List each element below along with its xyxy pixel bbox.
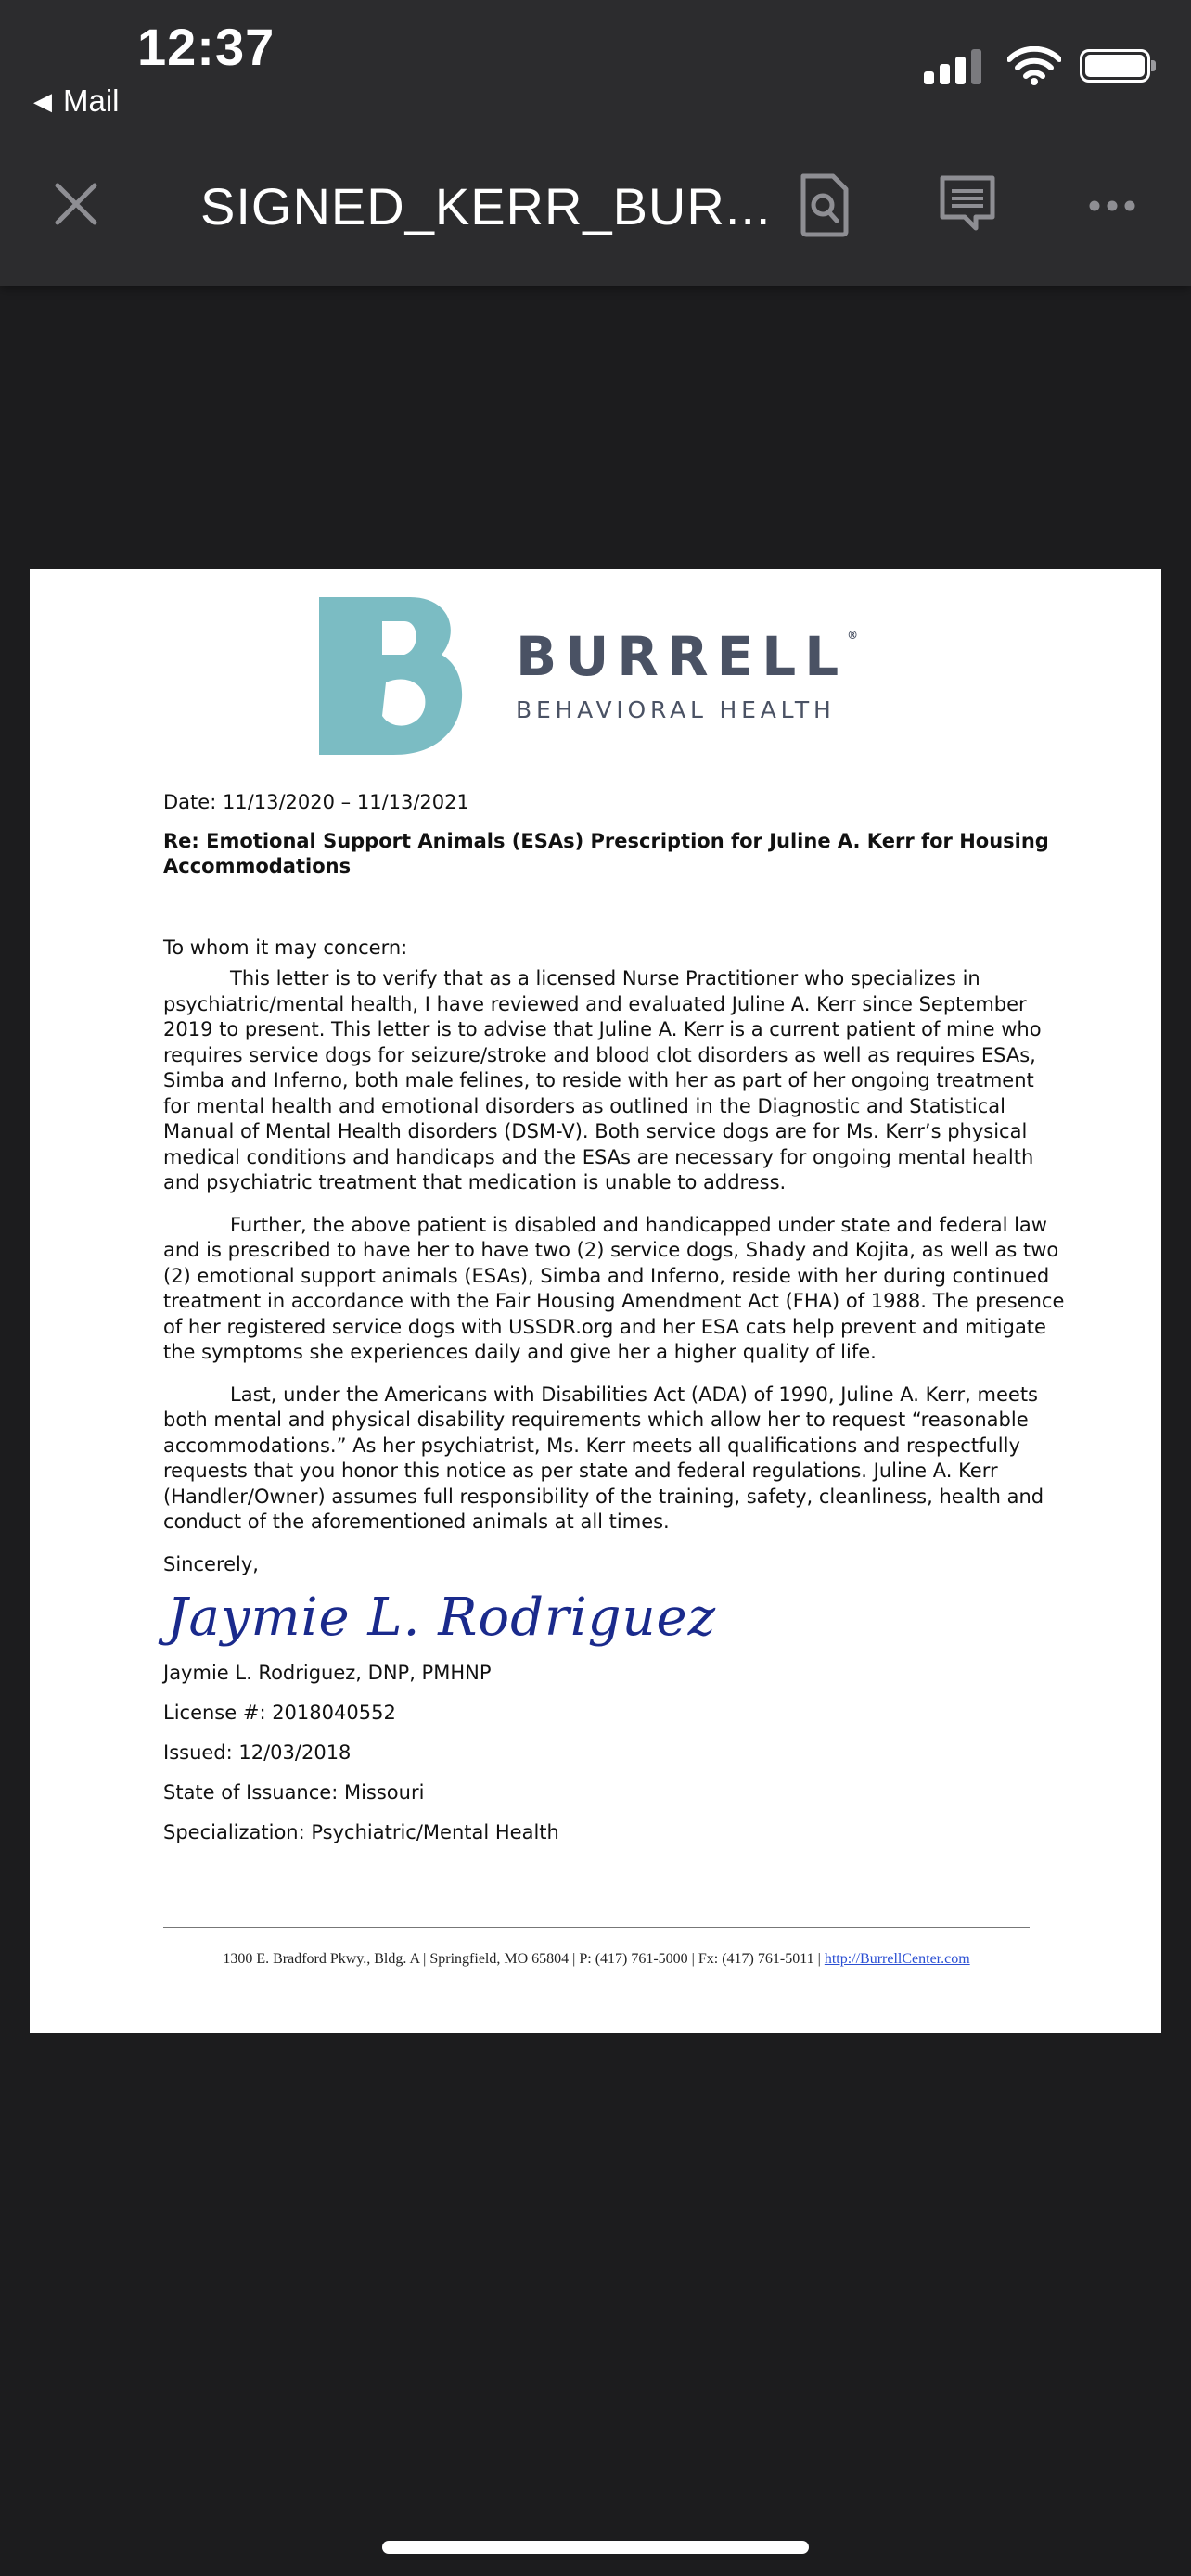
- logo-subtitle: BEHAVIORAL HEALTH: [516, 695, 836, 723]
- search-document-icon[interactable]: [798, 172, 852, 237]
- footer-divider: [163, 1927, 1030, 1928]
- document-title: SIGNED_KERR_BUR...: [200, 177, 772, 236]
- letter-date: Date: 11/13/2020 – 11/13/2021: [163, 791, 469, 813]
- signer-name: Jaymie L. Rodriguez, DNP, PMHNP: [163, 1662, 492, 1684]
- top-bar: [0, 0, 1191, 286]
- status-time: 12:37: [137, 18, 275, 76]
- footer-website-link[interactable]: http://BurrellCenter.com: [824, 1951, 970, 1967]
- letter-paragraph: This letter is to verify that as a licensed Nurse Practitioner who specializes in psychiatric/mental health, I have reviewed and evaluated Juline A. Kerr since September 2019 to present. This letter is to advise that Juline A. Kerr is a current patient of mine who requires service dogs for seizure/stroke and blood clot disorders as well as requires ESAs, Simba and Inferno, both male felines, to reside with her as part of her ongoing treatment for mental health and emotional disorders as outlined in the Diagnostic and Statistical Manual of Mental Health disorders (DSM-V). Both service dogs are for Ms. Kerr’s physical medical conditions and handicaps and the ESAs are necessary for ongoing mental health and psychiatric treatment that medication is unable to address.: [163, 967, 1042, 1193]
- letter-paragraph: Further, the above patient is disabled and handicapped under state and federal law and is prescribed to have her to have two (2) service dogs, Shady and Kojita, as well as two (2) emotional support animals (ESAs), Simba and Inferno, reside with her during continued treatment in accordance with the Fair Housing Amendment Act (FHA) of 1988. The presence of her registered service dogs with USSDR.org and her ESA cats help prevent and mitigate the symptoms she experiences daily and give her a higher quality of life.: [163, 1213, 1065, 1363]
- burrell-b-logo-icon: [319, 597, 464, 755]
- footer-address: 1300 E. Bradford Pkwy., Bldg. A | Springfield, MO 65804 | P: (417) 761-5000 | Fx: (417) 761-5011 |: [223, 1951, 825, 1967]
- document-page[interactable]: [30, 569, 1161, 2033]
- burrell-logo: [319, 597, 858, 755]
- state-of-issuance: State of Issuance: Missouri: [163, 1781, 425, 1804]
- back-to-mail[interactable]: [33, 83, 120, 119]
- letter-paragraph: Last, under the Americans with Disabilities Act (ADA) of 1990, Juline A. Kerr, meets both mental and physical disability requirements which allow her to request “reasonable accommodations.” As her psychiatrist, Ms. Kerr meets all qualifications and respectfully requests that you honor this notice as per state and federal regulations. Juline A. Kerr (Handler/Owner) assumes full responsibility of the training, safety, cleanliness, health and conduct of the aforementioned animals at all times.: [163, 1383, 1044, 1533]
- battery-icon: [1080, 49, 1150, 83]
- specialization: Specialization: Psychiatric/Mental Health: [163, 1821, 559, 1843]
- letter-body: [163, 790, 1065, 1853]
- status-icons: [924, 46, 1150, 85]
- logo-name: BURRELL®: [516, 624, 859, 688]
- issued-date: Issued: 12/03/2018: [163, 1741, 352, 1764]
- back-label: Mail: [63, 83, 120, 118]
- signature: Jaymie L. Rodriguez: [167, 1588, 717, 1648]
- letter-greeting: To whom it may concern:: [163, 936, 408, 959]
- close-icon[interactable]: [52, 180, 100, 228]
- cellular-signal-icon: [924, 47, 987, 84]
- wifi-icon: [1007, 46, 1061, 85]
- letter-closing: Sincerely,: [163, 1552, 259, 1575]
- license-number: License #: 2018040552: [163, 1702, 396, 1724]
- letter-footer: [163, 1951, 1030, 1968]
- letter-subject: Re: Emotional Support Animals (ESAs) Prescription for Juline A. Kerr for Housing Accommodations: [163, 829, 1049, 877]
- back-arrow-icon: ◀: [33, 86, 52, 115]
- comment-icon[interactable]: [937, 172, 998, 234]
- home-indicator[interactable]: [382, 2541, 809, 2554]
- more-icon[interactable]: [1087, 197, 1137, 215]
